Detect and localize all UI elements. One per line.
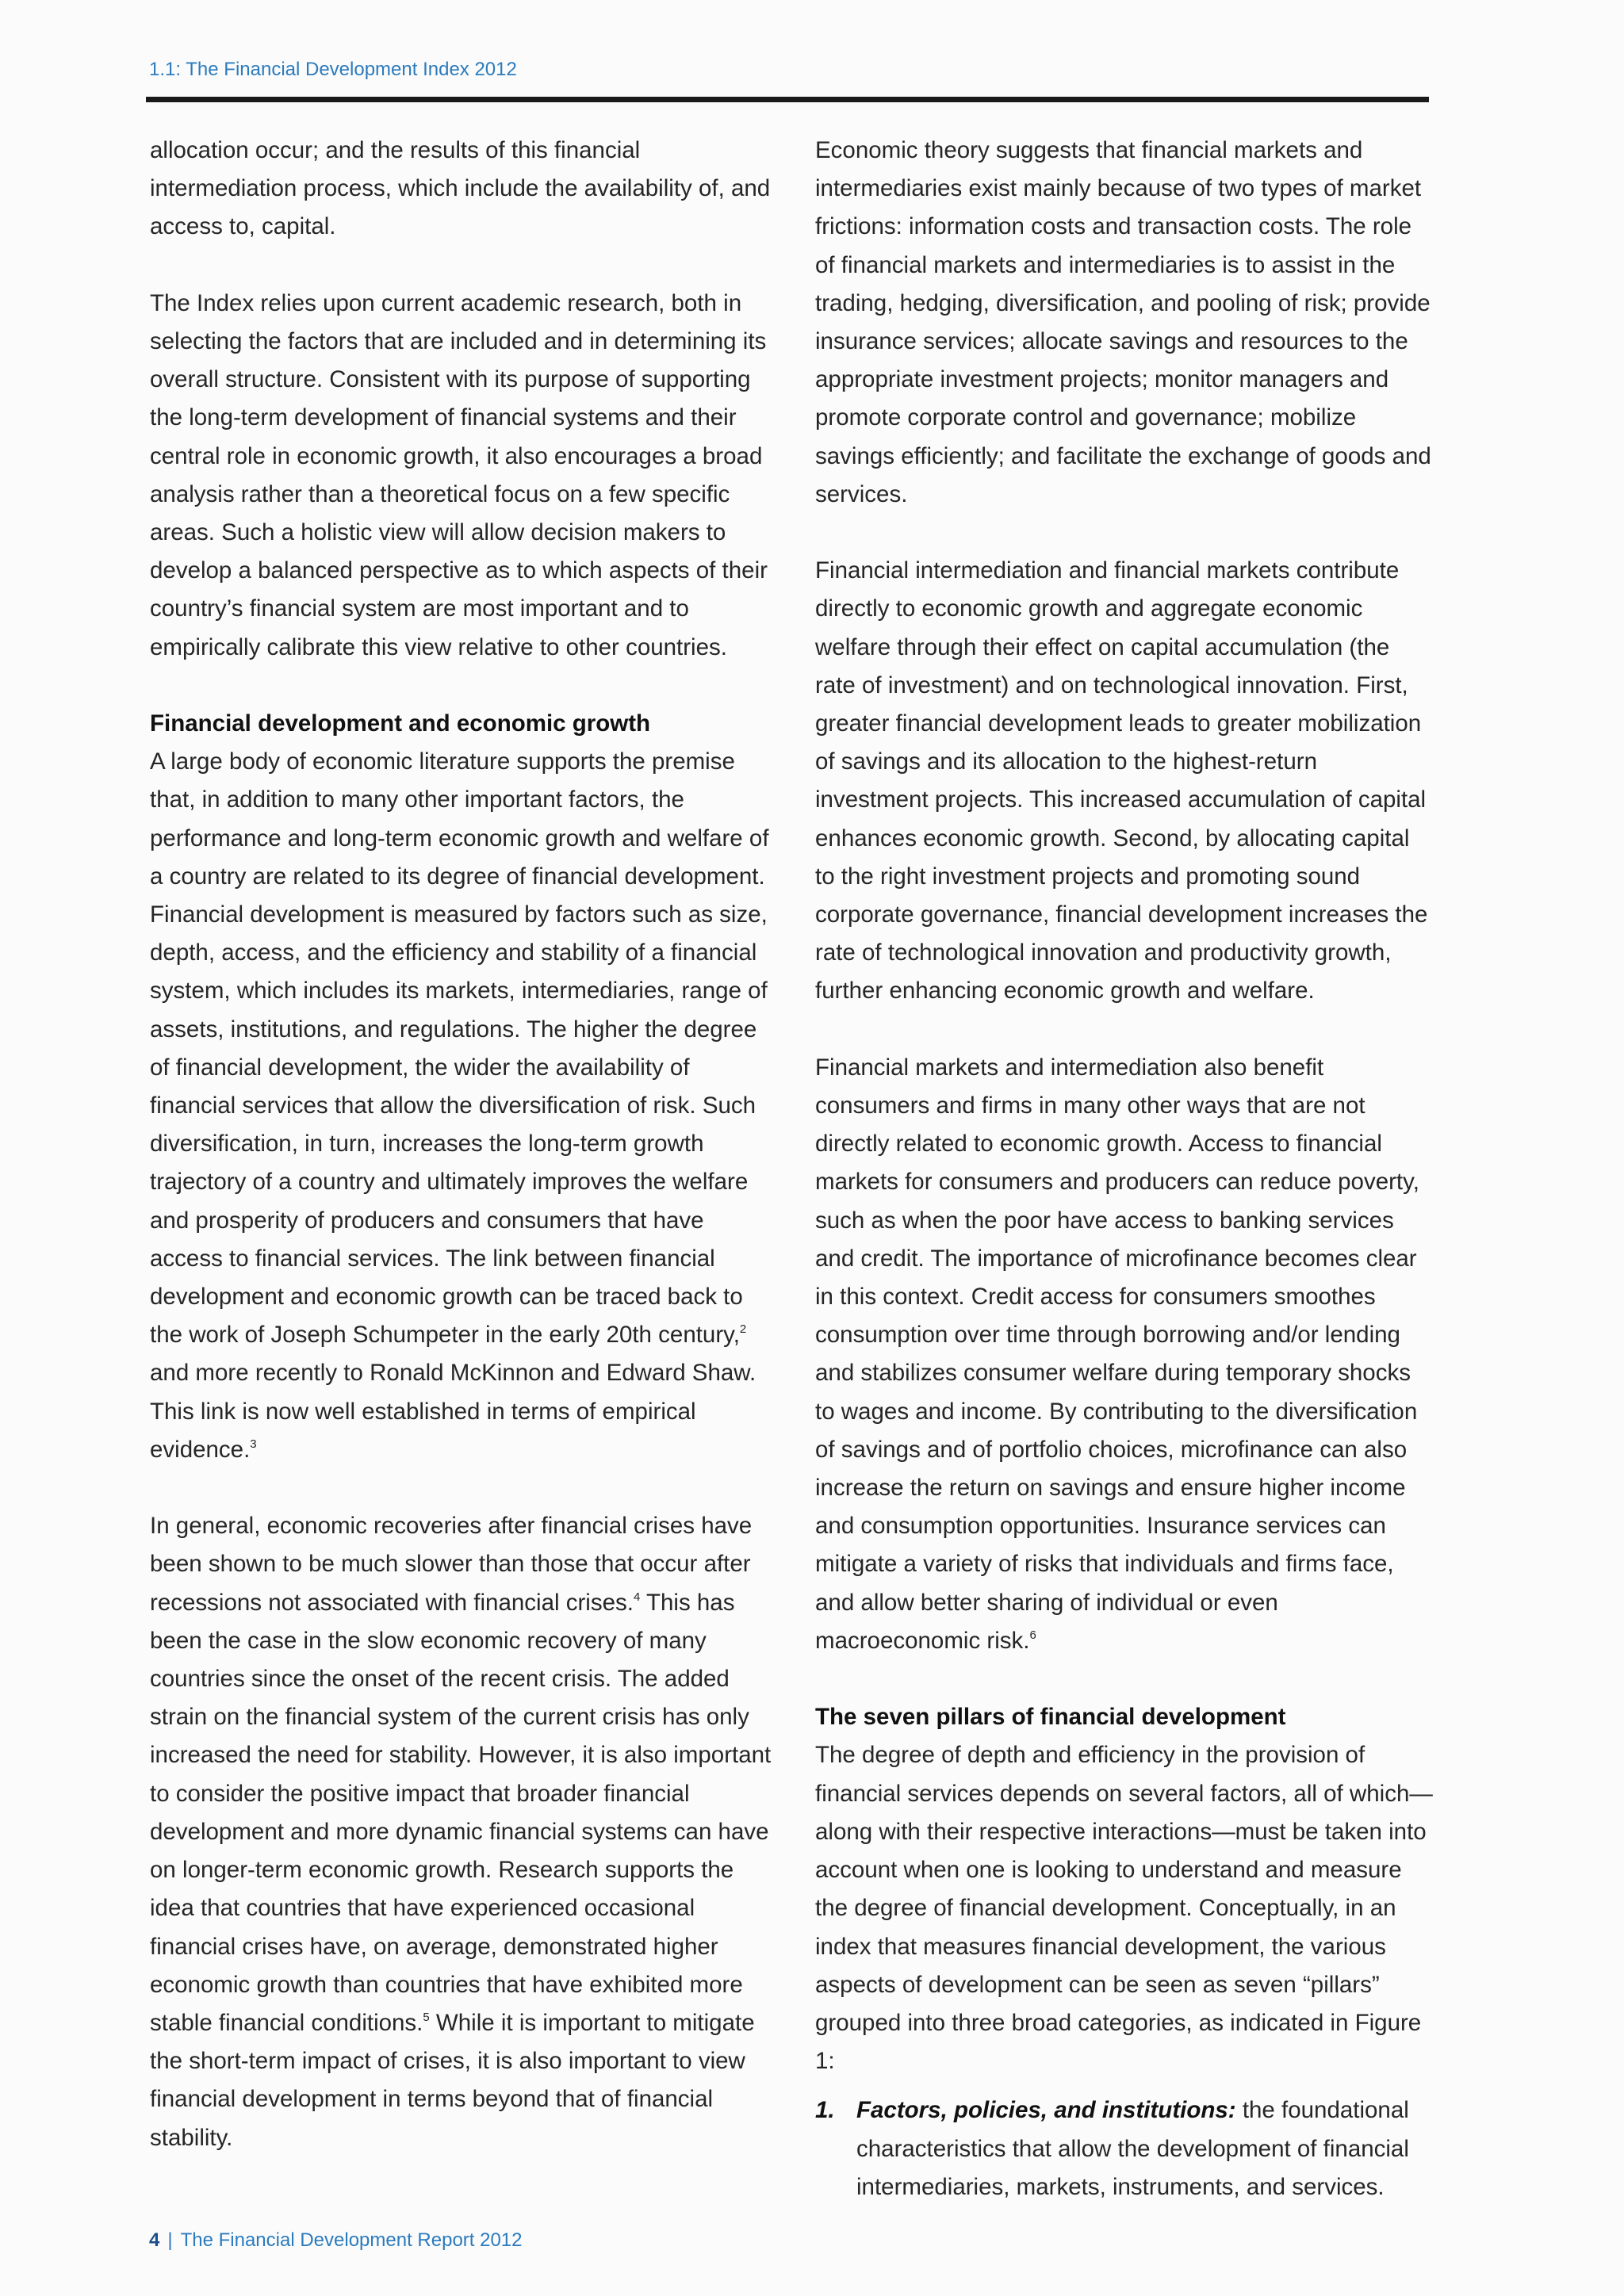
- paragraph: The Index relies upon current academic research, both in selecting the factors that are included and in determining its overall structure. Consistent with its purpose of supporting the long-term development of financial systems and their central role in economic growth, it also encourages a broad analysis rather than a theoretical focus on a few specific areas. Such a holistic view will allow decision makers to develop a balanced perspective as to which aspects of their country’s financial system are most important and to empirically calibrate this view relative to other countries.: [150, 289, 768, 660]
- list-number: 1.: [815, 2097, 835, 2124]
- paragraph: [150, 1507, 776, 2156]
- text-run: This has been the case in the slow economic recovery of many countries since the onset of the recent crisis. The added strain on the financial system of the current crisis has only increased the need for stability. However, it is also important to consider the positive impact that broader financial development and more dynamic financial systems can have on longer-term economic growth. Research supports the idea that countries that have experienced occasional financial crises have, on average, demonstrated higher economic growth than countries that have exhibited more stable financial conditions.: [150, 1589, 772, 2036]
- paragraph: [150, 743, 776, 1469]
- paragraph: [815, 1049, 1434, 1660]
- paragraph: Economic theory suggests that financial markets and intermediaries exist mainly because of two types of market frictions: information costs and transaction costs. The role of financial markets and intermediaries is to assist in the trading, hedging, diversification, and pooling of risk; provide insurance services; allocate savings and resources to the appropriate investment projects; monitor managers and promote corporate control and governance; mobilize savings efficiently; and facilitate the exchange of goods and services.: [815, 137, 1431, 507]
- page-number: 4: [149, 2229, 160, 2251]
- paragraph: allocation occur; and the results of this financial intermediation process, which include the availability of, and access to, capital.: [150, 137, 771, 240]
- text-run: A large body of economic literature supports the premise that, in addition to many other important factors, the performance and long-term economic growth and welfare of a country are related to its degree of financial development. Financial development is measured by factors such as size, depth, access, and the efficiency and stability of a financial system, which includes its markets, intermediaries, range of assets, institutions, and regulations. The higher the degree of financial development, the wider the availability of financial services that allow the diversification of risk. Such diversification, in turn, increases the long-term growth trajectory of a country and ultimately improves the welfare and prosperity of producers and consumers that have access to financial services. The link between financial development and economic growth can be traced back to the work of Joseph Schumpeter in the early 20th century,: [150, 748, 769, 1349]
- list-item: [815, 2091, 1434, 2206]
- section-heading: The seven pillars of financial development: [815, 1704, 1286, 1731]
- text-run: and more recently to Ronald McKinnon and Edward Shaw. This link is now well established in terms of empirical evidence.: [150, 1360, 756, 1463]
- page-footer: [149, 2229, 523, 2252]
- footer-separator: |: [167, 2229, 173, 2251]
- text-run: In general, economic recoveries after financial crises have been shown to be much slower than those that occur after recessions not associated with financial crises.: [150, 1513, 753, 1616]
- text-run: Financial markets and intermediation also benefit consumers and firms in many other ways that are not directly related to economic growth. Access to financial markets for consumers and producers can reduce poverty, such as when the poor have access to banking services and credit. The importance of microfinance becomes clear in this context. Credit access for consumers smoothes consumption over time through borrowing and/or lending and stabilizes consumer welfare during temporary shocks to wages and income. By contributing to the diversification of savings and of portfolio choices, microfinance can also increase the return on savings and ensure higher income and consumption opportunities. Insurance services can mitigate a variety of risks that individuals and firms face, and allow better sharing of individual or even macroeconomic risk.: [815, 1054, 1419, 1654]
- header-rule: [146, 97, 1429, 102]
- section-heading: Financial development and economic growth: [150, 710, 651, 737]
- footnote-ref[interactable]: 6: [1029, 1628, 1036, 1642]
- paragraph: Financial intermediation and financial markets contribute directly to economic growth and aggregate economic welfare through their effect on capital accumulation (the rate of investment) and on technological innovation. First, greater financial development leads to greater mobilization of savings and its allocation to the highest-return investment projects. This increased accumulation of capital enhances economic growth. Second, by allocating capital to the right investment projects and promoting sound corporate governance, financial development increases the rate of technological innovation and productivity growth, further enhancing economic growth and welfare.: [815, 557, 1428, 1004]
- list-body: [856, 2091, 1434, 2206]
- text-run: While it is important to mitigate the short-term impact of crises, it is also important to view financial development in terms beyond that of financial stability.: [150, 2009, 755, 2151]
- paragraph: The degree of depth and efficiency in the provision of financial services depends on several factors, all of which—along with their respective interactions—must be taken into account when one is looking to understand and measure the degree of financial development. Conceptually, in an index that measures financial development, the various aspects of development can be seen as seven “pillars” grouped into three broad categories, as indicated in Figure 1:: [815, 1742, 1433, 2075]
- footnote-ref[interactable]: 5: [423, 2010, 430, 2024]
- footnote-ref[interactable]: 4: [633, 1590, 641, 1604]
- running-header: 1.1: The Financial Development Index 2012: [149, 59, 517, 80]
- list-text: the foundational characteristics that allow the development of financial intermediaries, markets, instruments, and services.: [856, 2097, 1409, 2200]
- footnote-ref[interactable]: 2: [739, 1322, 747, 1337]
- list-term: Factors, policies, and institutions:: [856, 2097, 1236, 2124]
- report-title: The Financial Development Report 2012: [180, 2229, 523, 2251]
- left-column: [150, 132, 776, 2157]
- footnote-ref[interactable]: 3: [250, 1437, 257, 1451]
- right-column: [815, 132, 1434, 2206]
